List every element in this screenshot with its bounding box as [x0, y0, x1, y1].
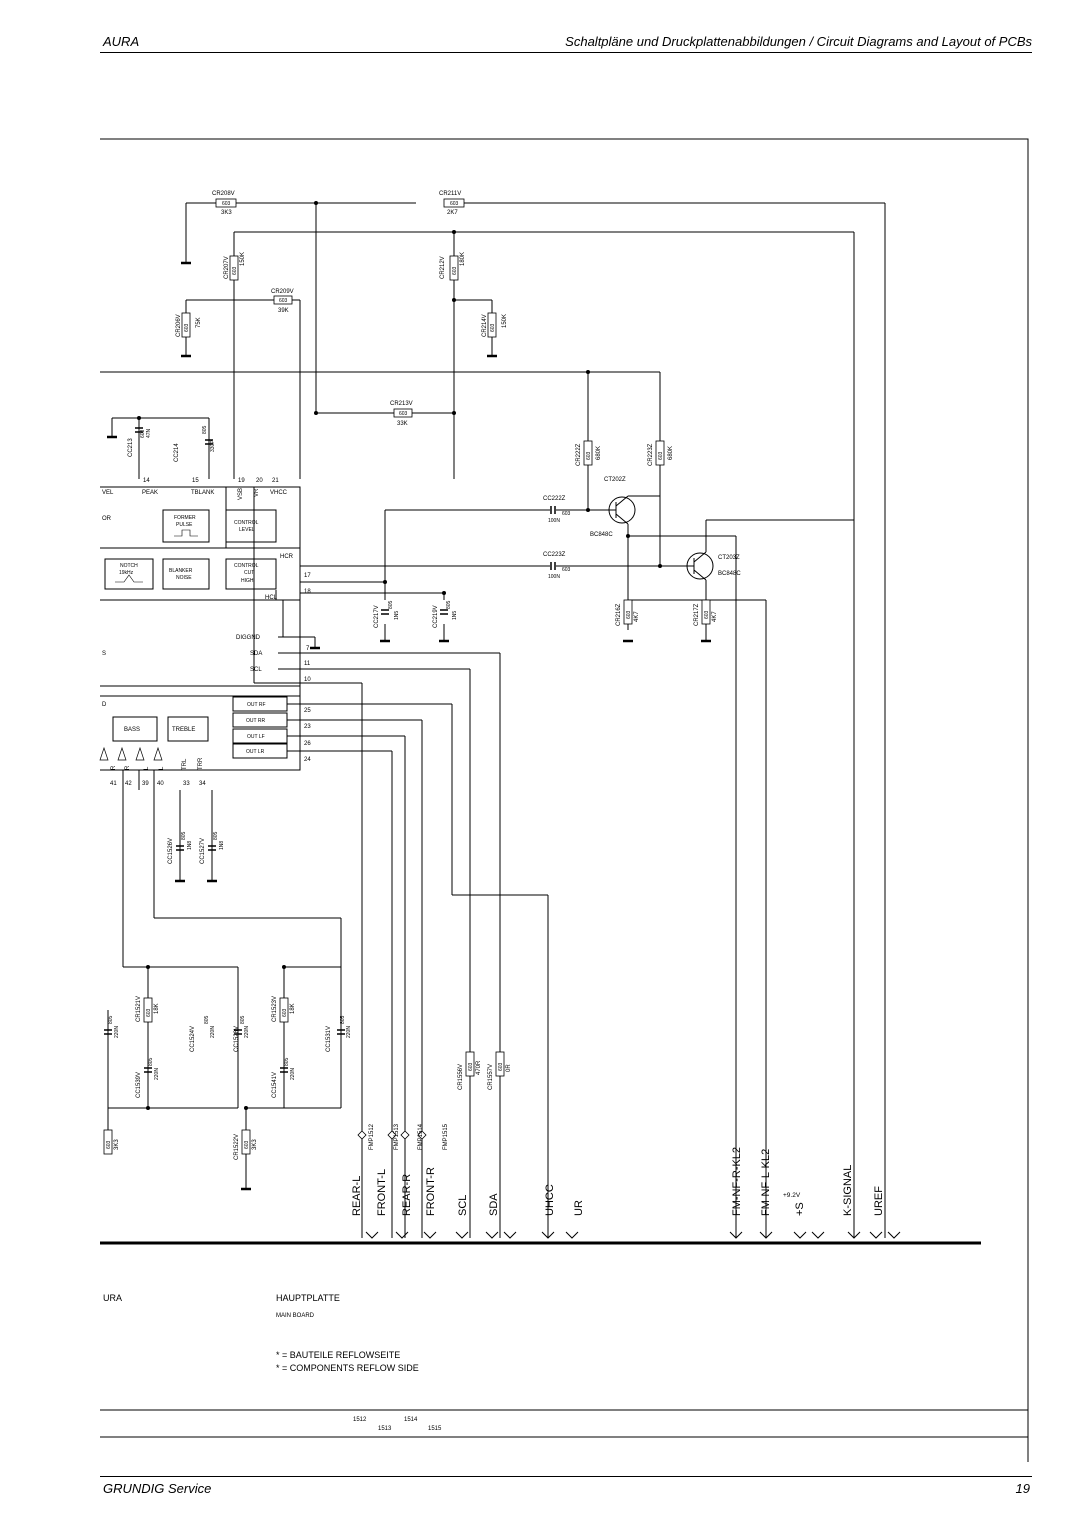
resistor-unnamed-17-package: 603	[106, 1140, 112, 1149]
capacitor-cc1524v-value: 220N	[210, 1026, 216, 1038]
capacitor-cc217v-ref: CC217V	[374, 605, 380, 628]
resistor-cr216z-value: 4K7	[634, 611, 640, 622]
ic-pin-26: 26	[304, 741, 311, 747]
resistor-cr222z-ref: CR222Z	[576, 443, 582, 466]
resistor-cr211v-value: 2K7	[447, 210, 458, 216]
page-number: 19	[1015, 1481, 1030, 1496]
ic-bottom-l1: L	[144, 766, 150, 770]
ic-block-bass: BASS	[124, 727, 141, 733]
titleblock-board-de: HAUPTPLATTE	[276, 1293, 340, 1303]
testpoint-fmp1515: FMP1515	[443, 1123, 449, 1150]
capacitor-cc217v-package: 805	[388, 600, 394, 609]
capacitor-cc1526v-ref: CC1526V	[168, 837, 174, 864]
titleblock-note-en: * = COMPONENTS REFLOW SIDE	[276, 1363, 419, 1373]
ic-block-out-rr: OUT RR	[246, 718, 266, 724]
ic-pin-39: 39	[142, 781, 149, 787]
ic-label-vel: VEL	[102, 490, 114, 496]
resistor-cr207v-package: 603	[232, 266, 238, 275]
titleblock-model: URA	[103, 1293, 123, 1303]
ic-pin-25: 25	[304, 708, 311, 714]
signal-k-signal: K-SIGNAL	[842, 1164, 854, 1216]
footer-brand: GRUNDIG Service	[103, 1481, 212, 1496]
resistor-cr1556v-package: 603	[468, 1062, 474, 1071]
ic-block-level: LEVEL	[239, 527, 255, 533]
ic-side-hcl: HCL	[265, 595, 278, 601]
ic-side-d: D	[102, 702, 107, 708]
signal-fm-nf-l-kl2: FM-NF-L-KL2	[760, 1148, 772, 1216]
capacitor-cc223z-value: 100N	[548, 574, 560, 580]
ic-side-diggnd: DIGGND	[236, 635, 260, 641]
resistor-cr212v-ref: CR212V	[440, 256, 446, 279]
testpoint-fmp1513: FMP1513	[394, 1123, 400, 1150]
capacitor-cc1524v-package: 805	[204, 1015, 210, 1024]
resistor-cr213v-ref: CR213V	[390, 401, 413, 407]
resistor-cr216z-ref: CR216Z	[616, 603, 622, 626]
capacitor-cc1531v-value: 220N	[346, 1026, 352, 1038]
footer-rule	[100, 1476, 1032, 1477]
resistor-cr207v-ref: CR207V	[224, 256, 230, 279]
ic-pin-14: 14	[143, 478, 150, 484]
ic-bottom-r1: R	[111, 765, 117, 770]
resistor-unnamed-17-value: 3K3	[114, 1139, 120, 1150]
signal-front-l: FRONT-L	[376, 1168, 388, 1216]
resistor-cr209v-ref: CR209V	[271, 289, 294, 295]
signal-fm-nf-r-kl2: FM-NF-R-KL2	[731, 1146, 743, 1216]
capacitor-cc219v-ref: CC219V	[433, 605, 439, 628]
bottom-ref-1513: 1513	[378, 1426, 392, 1432]
ic-block-pulse: PULSE	[176, 522, 193, 528]
resistor-cr214v-package: 603	[490, 323, 496, 332]
ic-label-tblank: TBLANK	[191, 490, 215, 496]
capacitor-cc1528v-value: 220N	[244, 1026, 250, 1038]
resistor-cr214v-ref: CR214V	[482, 314, 488, 337]
ic-block-noise: NOISE	[176, 575, 192, 581]
capacitor-unnamed-8-value: 220N	[114, 1026, 120, 1038]
signal-scl: SCL	[457, 1194, 469, 1216]
resistor-cr1522v-value: 3K3	[252, 1139, 258, 1150]
resistor-cr217z-value: 4K7	[712, 611, 718, 622]
capacitor-cc1531v-ref: CC1531V	[326, 1025, 332, 1052]
resistor-cr1557v-package: 603	[498, 1062, 504, 1071]
ic-side-s: S	[102, 651, 107, 657]
ic-block-high: HIGH	[241, 578, 254, 584]
signal-rear-l: REAR-L	[351, 1175, 363, 1216]
capacitor-cc1527v-package: 805	[213, 831, 219, 840]
capacitor-cc223z-package: 603	[562, 567, 571, 573]
capacitor-cc1527v-ref: CC1527V	[200, 837, 206, 864]
titleblock-note-de: * = BAUTEILE REFLOWSEITE	[276, 1350, 401, 1360]
capacitor-cc1528v-package: 805	[240, 1015, 246, 1024]
ic-block-out-rf: OUT RF	[247, 702, 266, 708]
ic-block-out-lr: OUT LR	[246, 749, 265, 755]
capacitor-cc1539v-package: 805	[148, 1057, 154, 1066]
capacitor-cc222z-ref: CC222Z	[543, 496, 566, 502]
resistor-cr1521v-value: 18K	[154, 1003, 160, 1014]
capacitor-cc1541v-package: 805	[284, 1057, 290, 1066]
ic-pin-7: 7	[306, 646, 310, 652]
ic-block-control-2: CONTROL	[234, 563, 259, 569]
ic-block-control: CONTROL	[234, 520, 259, 526]
capacitor-cc1541v-ref: CC1541V	[272, 1071, 278, 1098]
titleblock-board-en: MAIN BOARD	[276, 1313, 315, 1319]
resistor-cr213v-value: 33K	[397, 421, 408, 427]
ic-block-19khz: 19kHz	[119, 570, 134, 576]
ic-pin-20: 20	[256, 478, 263, 484]
transistor-ct202z-label: CT202Z	[604, 477, 626, 483]
resistor-cr206v-value: 75K	[196, 317, 202, 328]
ic-label-peak: PEAK	[142, 490, 159, 496]
resistor-cr208v-package: 603	[222, 201, 231, 207]
ic-pin-23: 23	[304, 724, 311, 730]
resistor-cr212v-value: 180K	[460, 251, 466, 266]
header-title: Schaltpläne und Druckplattenabbildungen / Circuit Diagrams and Layout of PCBs	[565, 34, 1032, 49]
capacitor-cc223z-ref: CC223Z	[543, 552, 566, 558]
ic-bottom-l2: L	[159, 766, 165, 770]
ic-block-cut: CUT	[244, 570, 255, 576]
ic-pin-33: 33	[183, 781, 190, 787]
capacitor-cc217v-value: 1N5	[394, 610, 400, 620]
ic-pin-11: 11	[304, 661, 311, 667]
ic-pin-17: 17	[304, 573, 311, 579]
transistor-ct202z-type: BC848C	[590, 532, 613, 538]
capacitor-cc1539v-ref: CC1539V	[136, 1071, 142, 1098]
ic-pin-18: 18	[304, 589, 311, 595]
capacitor-cc222z-value: 100N	[548, 518, 560, 524]
resistor-cr222z-package: 603	[586, 451, 592, 460]
resistor-cr217z-package: 603	[704, 610, 710, 619]
resistor-cr1521v-package: 603	[146, 1008, 152, 1017]
capacitor-cc1527v-value: 1N8	[219, 840, 225, 850]
ic-side-sda: SDA	[250, 651, 263, 657]
resistor-cr1557v-ref: CR1557V	[488, 1063, 494, 1090]
capacitor-cc214-package: 805	[202, 425, 208, 434]
ic-bottom-trr: TRR	[198, 757, 204, 770]
ic-block-former: FORMER	[174, 515, 196, 521]
signal-sda: SDA	[488, 1193, 500, 1216]
resistor-cr1523v-package: 603	[282, 1008, 288, 1017]
ic-pin-10: 10	[304, 677, 311, 683]
resistor-cr222z-value: 680K	[596, 445, 602, 460]
testpoint-fmp1512: FMP1512	[369, 1123, 375, 1150]
capacitor-cc1541v-value: 220N	[290, 1068, 296, 1080]
capacitor-cc1531v-package: 805	[340, 1015, 346, 1024]
resistor-cr1522v-package: 603	[244, 1140, 250, 1149]
capacitor-cc1528v-ref: CC1528V	[234, 1025, 240, 1052]
signal-ur: UR	[573, 1200, 585, 1216]
transistor-ct203z-label: CT203Z	[718, 555, 740, 561]
ic-label-vsb: VSB	[238, 487, 244, 500]
ic-pin-41: 41	[110, 781, 117, 787]
resistor-cr1557v-value: 0R	[506, 1064, 512, 1072]
ic-pin-24: 24	[304, 757, 311, 763]
resistor-cr208v-ref: CR208V	[212, 191, 235, 197]
signal-uref: UREF	[873, 1186, 885, 1216]
signal-plus-s: +S	[794, 1202, 806, 1216]
signal-front-r: FRONT-R	[425, 1167, 437, 1216]
resistor-cr211v-package: 603	[450, 201, 459, 207]
capacitor-cc213-package: 603	[140, 429, 146, 438]
resistor-cr209v-package: 603	[279, 298, 288, 304]
ic-block-notch: NOTCH	[120, 563, 138, 569]
resistor-cr206v-ref: CR206V	[176, 314, 182, 337]
ic-bottom-r2: R	[125, 765, 131, 770]
capacitor-cc213-ref: CC213	[128, 438, 134, 457]
resistor-cr217z-ref: CR217Z	[694, 603, 700, 626]
resistor-cr206v-package: 603	[184, 323, 190, 332]
resistor-cr211v-ref: CR211V	[439, 191, 462, 197]
capacitor-cc1539v-value: 220N	[154, 1068, 160, 1080]
resistor-cr1523v-ref: CR1523V	[272, 995, 278, 1022]
supply-voltage-label: +9.2V	[783, 1192, 801, 1199]
resistor-cr1522v-ref: CR1522V	[234, 1133, 240, 1160]
resistor-cr208v-value: 3K3	[221, 210, 232, 216]
resistor-cr223z-ref: CR223Z	[648, 443, 654, 466]
resistor-cr1556v-value: 470R	[476, 1060, 482, 1075]
ic-block-treble: TREBLE	[172, 727, 196, 733]
ic-pin-34: 34	[199, 781, 206, 787]
signal-uhcc: UHCC	[544, 1184, 556, 1216]
resistor-cr214v-value: 150K	[502, 313, 508, 328]
ic-label-vhcc: VHCC	[270, 490, 288, 496]
resistor-cr223z-value: 680K	[668, 445, 674, 460]
resistor-cr1521v-ref: CR1521V	[136, 995, 142, 1022]
capacitor-cc219v-package: 805	[446, 600, 452, 609]
ic-side-hcr: HCR	[280, 554, 293, 560]
bottom-ref-1515: 1515	[428, 1426, 442, 1432]
resistor-cr209v-value: 39K	[278, 308, 289, 314]
ic-pin-42: 42	[125, 781, 132, 787]
capacitor-cc222z-package: 603	[562, 511, 571, 517]
capacitor-cc214-value: 330P	[210, 440, 216, 452]
header-model: AURA	[103, 34, 140, 49]
capacitor-cc214-ref: CC214	[174, 443, 180, 462]
ic-pin-21: 21	[272, 478, 279, 484]
bottom-ref-1514: 1514	[404, 1417, 418, 1423]
resistor-cr212v-package: 603	[452, 266, 458, 275]
ic-pin-19: 19	[238, 478, 245, 484]
resistor-cr207v-value: 150K	[240, 251, 246, 266]
bottom-ref-1512: 1512	[353, 1417, 367, 1423]
resistor-cr216z-package: 603	[626, 610, 632, 619]
ic-bottom-trl: TRL	[182, 758, 188, 770]
resistor-cr223z-package: 603	[658, 451, 664, 460]
ic-block-blanker: BLANKER	[169, 568, 193, 574]
ic-pin-15: 15	[192, 478, 199, 484]
ic-side-or: OR	[102, 516, 111, 522]
capacitor-cc1524v-ref: CC1524V	[190, 1025, 196, 1052]
resistor-cr1523v-value: 18K	[290, 1003, 296, 1014]
signal-rear-r: REAR-R	[401, 1173, 413, 1216]
transistor-ct203z-type: BC848C	[718, 571, 741, 577]
testpoint-fmp1514: FMP1514	[418, 1123, 424, 1150]
resistor-cr213v-package: 603	[399, 411, 408, 417]
capacitor-cc213-value: 47N	[146, 428, 152, 438]
ic-pin-40: 40	[157, 781, 164, 787]
ic-block-out-lf: OUT LF	[247, 734, 265, 740]
capacitor-cc1526v-package: 805	[181, 831, 187, 840]
resistor-cr1556v-ref: CR1556V	[458, 1063, 464, 1090]
ic-side-scl: SCL	[250, 667, 262, 673]
capacitor-cc1526v-value: 1N8	[187, 840, 193, 850]
capacitor-unnamed-8-package: 805	[108, 1015, 114, 1024]
capacitor-cc219v-value: 1N5	[452, 610, 458, 620]
ic-label-vr: VR	[254, 488, 260, 497]
